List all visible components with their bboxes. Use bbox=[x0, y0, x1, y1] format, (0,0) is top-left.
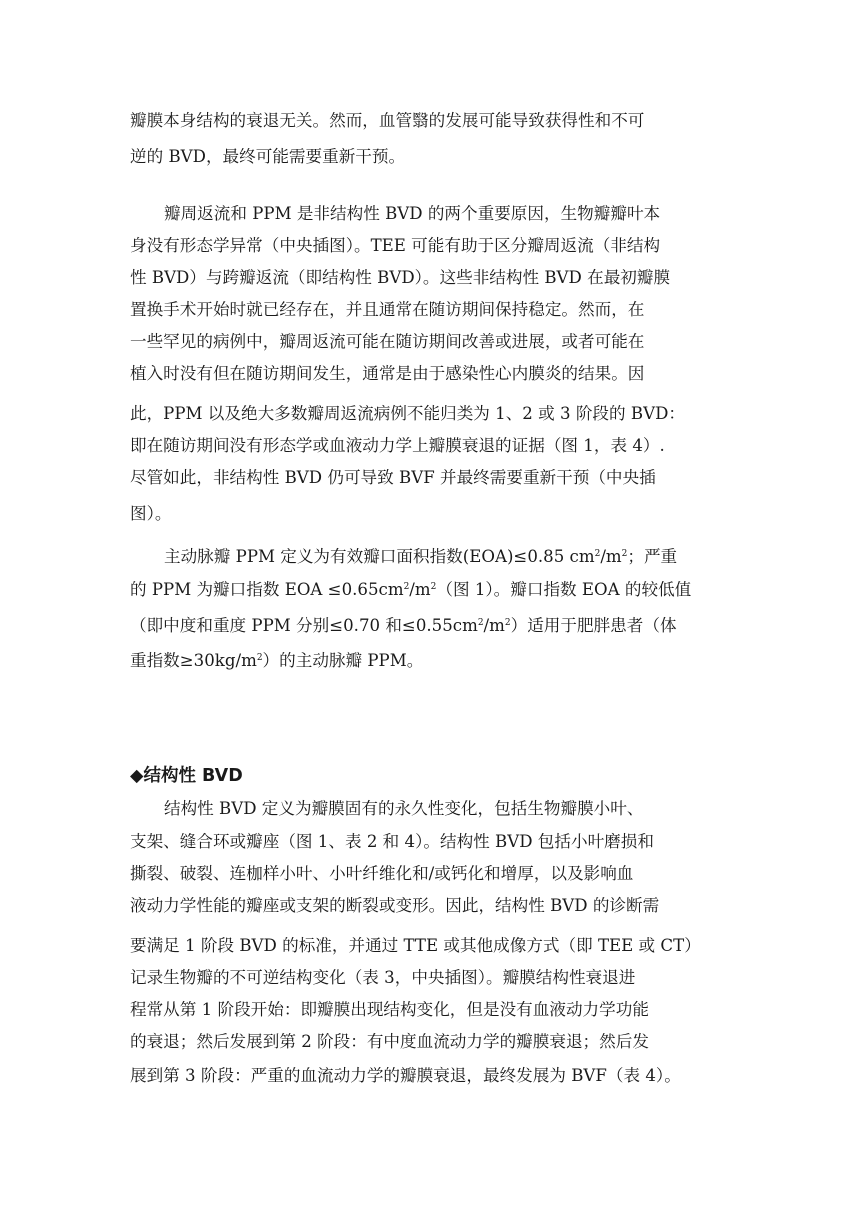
text-fragment: ）适用于肥胖患者（体 bbox=[510, 616, 677, 635]
text-fragment: /m bbox=[409, 580, 431, 599]
text-line: 结构性 BVD 定义为瓣膜固有的永久性变化，包括生物瓣膜小叶、 bbox=[164, 799, 644, 818]
text-line: 撕裂、破裂、连枷样小叶、小叶纤维化和/或钙化和增厚，以及影响血 bbox=[130, 864, 634, 883]
text-fragment: 主动脉瓣 PPM 定义为有效瓣口面积指数(EOA)≤0.85 cm bbox=[164, 547, 595, 566]
superscript: 2 bbox=[594, 549, 601, 559]
text-fragment: 重指数≥30kg/m bbox=[130, 651, 257, 670]
text-line: 图）。 bbox=[130, 504, 172, 523]
text-line: 一些罕见的病例中，瓣周返流可能在随访期间改善或进展，或者可能在 bbox=[130, 332, 645, 351]
superscript: 2 bbox=[477, 618, 484, 628]
superscript: 2 bbox=[430, 582, 437, 592]
text-fragment: 的 PPM 为瓣口指数 EOA ≤0.65cm bbox=[130, 580, 404, 599]
text-line: 尽管如此，非结构性 BVD 仍可导致 BVF 并最终需要重新干预（中央插 bbox=[130, 468, 656, 487]
section-heading: ◆结构性 BVD bbox=[130, 765, 243, 786]
text-line bbox=[130, 618, 677, 635]
text-line: 瓣周返流和 PPM 是非结构性 BVD 的两个重要原因，生物瓣瓣叶本 bbox=[164, 204, 661, 223]
text-line: 此，PPM 以及绝大多数瓣周返流病例不能归类为 1、2 或 3 阶段的 BVD： bbox=[130, 404, 685, 423]
text-line: 程常从第 1 阶段开始：即瓣膜出现结构变化，但是没有血液动力学功能 bbox=[130, 1000, 649, 1019]
superscript: 2 bbox=[504, 618, 511, 628]
text-fragment: /m bbox=[600, 547, 622, 566]
text-line: 即在随访期间没有形态学或血液动力学上瓣膜衰退的证据（图 1，表 4）. bbox=[130, 436, 665, 455]
text-line: 逆的 BVD，最终可能需要重新干预。 bbox=[130, 147, 406, 166]
text-line: 展到第 3 阶段：严重的血流动力学的瓣膜衰退，最终发展为 BVF（表 4）。 bbox=[130, 1066, 681, 1085]
text-line: 支架、缝合环或瓣座（图 1、表 2 和 4）。结构性 BVD 包括小叶磨损和 bbox=[130, 832, 654, 851]
text-fragment: （图 1）。瓣口指数 EOA 的较低值 bbox=[436, 580, 692, 599]
superscript: 2 bbox=[403, 582, 410, 592]
text-line: 性 BVD）与跨瓣返流（即结构性 BVD）。这些非结构性 BVD 在最初瓣膜 bbox=[130, 268, 671, 287]
text-line: 置换手术开始时就已经存在，并且通常在随访期间保持稳定。然而，在 bbox=[130, 300, 645, 319]
text-line: 植入时没有但在随访期间发生，通常是由于感染性心内膜炎的结果。因 bbox=[130, 364, 645, 383]
text-line: 身没有形态学异常（中央插图）。TEE 可能有助于区分瓣周返流（非结构 bbox=[130, 236, 661, 255]
text-fragment: /m bbox=[483, 616, 505, 635]
text-fragment: ；严重 bbox=[627, 547, 678, 566]
text-line: 的衰退；然后发展到第 2 阶段：有中度血流动力学的瓣膜衰退；然后发 bbox=[130, 1032, 649, 1051]
text-line bbox=[130, 653, 423, 670]
text-line bbox=[164, 549, 677, 566]
text-fragment: ）的主动脉瓣 PPM。 bbox=[262, 651, 424, 670]
text-fragment: （即中度和重度 PPM 分别≤0.70 和≤0.55cm bbox=[130, 616, 478, 635]
text-line: 瓣膜本身结构的衰退无关。然而，血管翳的发展可能导致获得性和不可 bbox=[130, 111, 645, 130]
superscript: 2 bbox=[621, 549, 628, 559]
text-line bbox=[130, 582, 691, 599]
text-line: 记录生物瓣的不可逆结构变化（表 3，中央插图）。瓣膜结构性衰退进 bbox=[130, 968, 636, 987]
text-line: 液动力学性能的瓣座或支架的断裂或变形。因此，结构性 BVD 的诊断需 bbox=[130, 896, 660, 915]
superscript: 2 bbox=[256, 653, 263, 663]
text-line: 要满足 1 阶段 BVD 的标准，并通过 TTE 或其他成像方式（即 TEE 或 CT） bbox=[130, 936, 701, 955]
